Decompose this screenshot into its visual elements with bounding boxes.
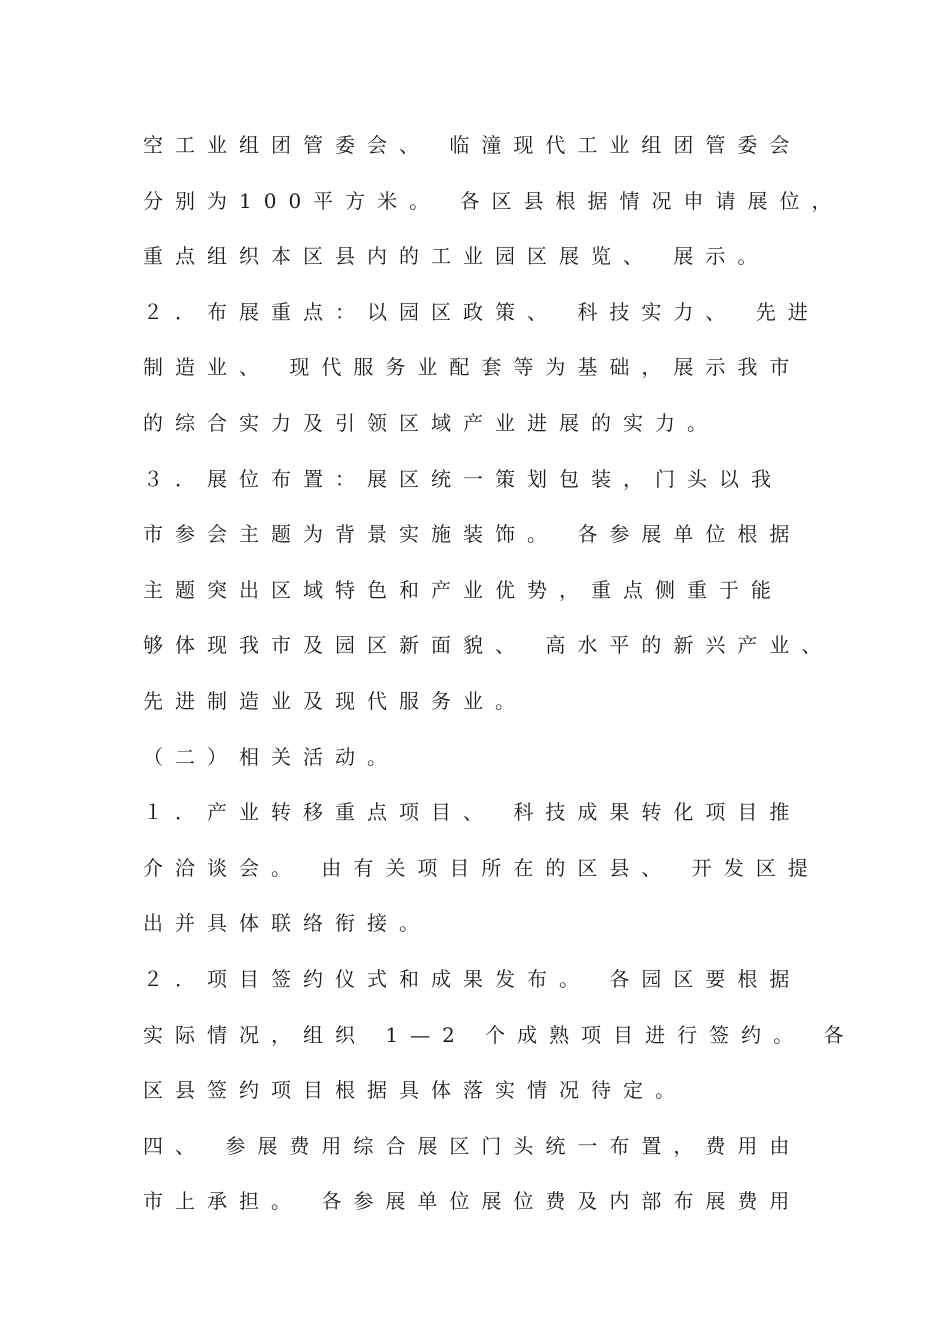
text-line: 空工业组团管委会、 临潼现代工业组团管委会: [143, 133, 802, 157]
text-line: 制造业、 现代服务业配套等为基础，展示我市: [143, 355, 802, 380]
text-line: 实际情况，组织 1—2 个成熟项目进行签约。 各: [143, 1022, 856, 1047]
text-line: 市参会主题为背景实施装饰。 各参展单位根据: [143, 522, 802, 547]
body-text: [143, 125, 856, 1237]
text-line: 先进制造业及现代服务业。: [143, 688, 527, 713]
text-line: 出并具体联络衔接。: [143, 911, 431, 936]
text-line: ３．展位布置：展区统一策划包装，门头以我: [143, 466, 783, 491]
text-line: 重点组织本区县内的工业园区展览、 展示。: [143, 244, 770, 269]
text-line: １．产业转移重点项目、 科技成果转化项目推: [143, 800, 802, 825]
text-line: 介洽谈会。 由有关项目所在的区县、 开发区提: [143, 855, 820, 880]
text-line: ２．项目签约仪式和成果发布。 各园区要根据: [143, 966, 802, 991]
section-heading: 四、 参展费用综合展区门头统一布置，费用由: [143, 1133, 802, 1158]
text-line: 分别为100平方米。 各区县根据情况申请展位，: [143, 188, 844, 213]
text-line: 的综合实力及引领区域产业进展的实力。: [143, 410, 719, 435]
text-line: 够体现我市及园区新面貌、 高水平的新兴产业、: [143, 633, 834, 658]
text-line: ２．布展重点：以园区政策、 科技实力、 先进: [143, 299, 820, 324]
text-line: 区县签约项目根据具体落实情况待定。: [143, 1078, 687, 1103]
section-heading: （二）相关活动。: [143, 744, 399, 769]
text-line: 市上承担。 各参展单位展位费及内部布展费用: [143, 1189, 802, 1214]
text-line: 主题突出区域特色和产业优势，重点侧重于能: [143, 577, 783, 602]
